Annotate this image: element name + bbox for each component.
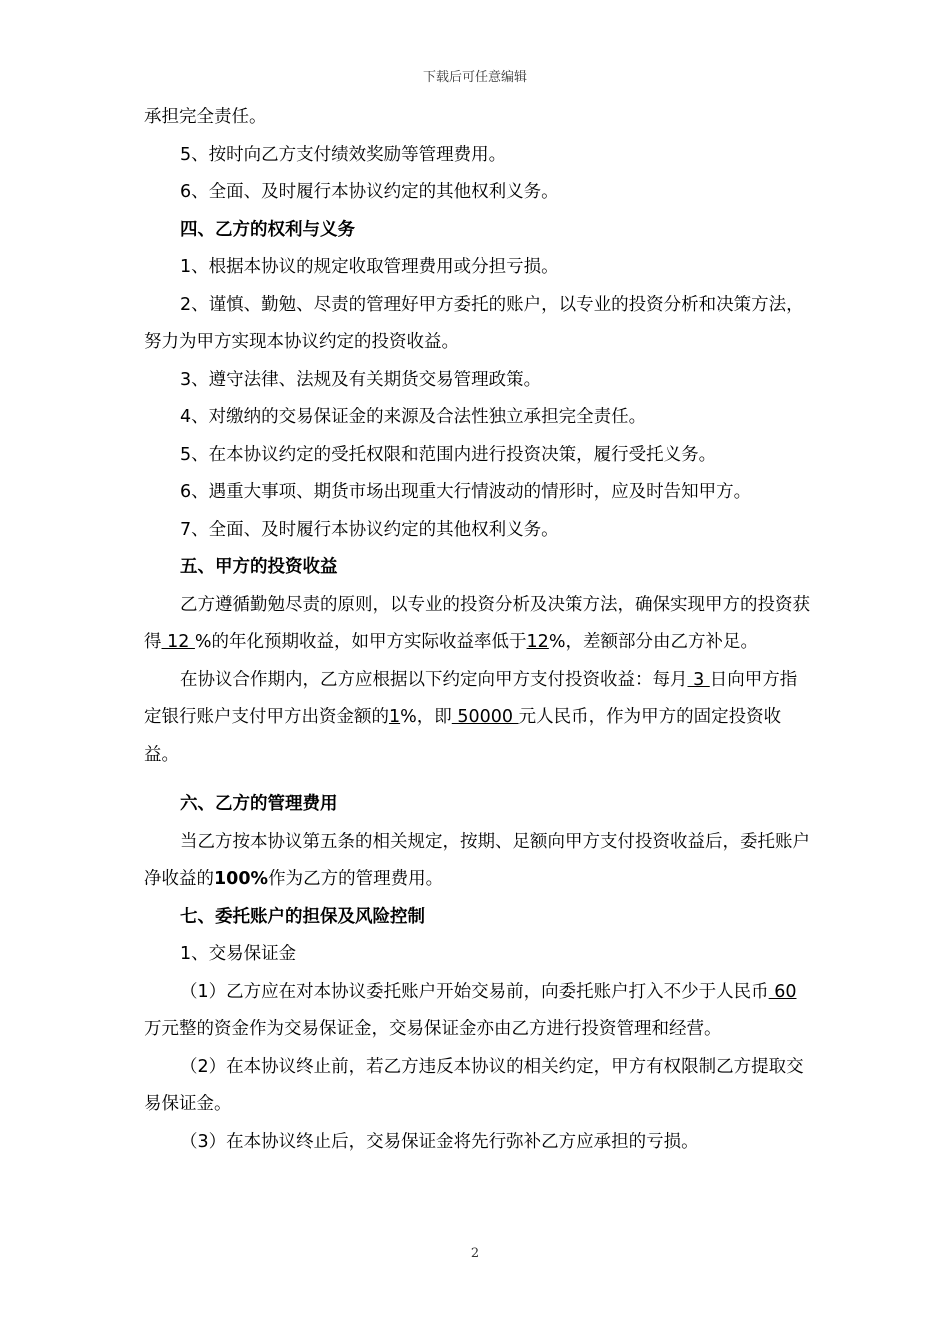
paragraph: 5、在本协议约定的受托权限和范围内进行投资决策，履行受托义务。 (180, 444, 717, 465)
filled-blank: 12 (526, 632, 549, 652)
paragraph: 承担完全责任。 (144, 107, 267, 127)
paragraph: （2）在本协议终止前，若乙方违反本协议的相关约定，甲方有权限制乙方提取交易保证金。 (144, 1056, 804, 1114)
paragraph (144, 974, 810, 1049)
filled-blank: 50000 (451, 707, 519, 727)
section-heading-4: 四、乙方的权利与义务 (180, 219, 355, 240)
paragraph: 1、交易保证金 (180, 944, 297, 964)
paragraph: 3、遵守法律、法规及有关期货交易管理政策。 (180, 369, 542, 390)
text: 作为乙方的管理费用。 (268, 869, 444, 889)
filled-blank: 1 (389, 707, 401, 727)
filled-blank: 3 (687, 669, 710, 690)
paragraph: 7、全面、及时履行本协议约定的其他权利义务。 (180, 519, 559, 540)
text: %，即 (400, 707, 452, 727)
text: 元人民币，作为甲方的固定投资收益。 (144, 707, 782, 765)
filled-blank: 60 (768, 981, 797, 1002)
text: （1）乙方应在对本协议委托账户开始交易前，向委托账户打入不少于人民币 (180, 981, 769, 1002)
section-heading-5: 五、甲方的投资收益 (180, 557, 338, 577)
filled-blank: 12 (161, 632, 195, 652)
page-header: 下载后可任意编辑 (422, 70, 527, 85)
section-heading-7: 七、委托账户的担保及风险控制 (180, 906, 425, 927)
paragraph (144, 662, 810, 775)
document-body (144, 99, 810, 1161)
paragraph: 6、遇重大事项、期货市场出现重大行情波动的情形时，应及时告知甲方。 (180, 482, 752, 502)
text: 在协议合作期内，乙方应根据以下约定向甲方支付投资收益：每月 (180, 669, 688, 690)
text: %，差额部分由乙方补足。 (548, 632, 758, 652)
paragraph: 2、谨慎、勤勉、尽责的管理好甲方委托的账户，以专业的投资分析和决策方法，努力为甲方实现本协议约定的投资收益。 (144, 294, 804, 352)
paragraph: 1、根据本协议的规定收取管理费用或分担亏损。 (180, 257, 559, 277)
paragraph (144, 824, 810, 899)
paragraph: 5、按时向乙方支付绩效奖励等管理费用。 (180, 144, 507, 165)
text: %的年化预期收益，如甲方实际收益率低于 (194, 632, 527, 652)
page-number: 2 (470, 1246, 480, 1261)
section-heading-6: 六、乙方的管理费用 (180, 794, 338, 814)
text: 乙方遵循勤勉尽责的原则，以专业的投资分析及决策方法，确保实现甲方的投资获得 (144, 594, 810, 652)
text: 日向甲方指定银行账户支付甲方出资金额的 (144, 669, 798, 727)
paragraph: （3）在本协议终止后，交易保证金将先行弥补乙方应承担的亏损。 (180, 1131, 699, 1152)
text: 当乙方按本协议第五条的相关规定，按期、足额向甲方支付投资收益后，委托账户净收益的 (144, 831, 810, 889)
paragraph: 6、全面、及时履行本协议约定的其他权利义务。 (180, 182, 559, 202)
paragraph: 4、对缴纳的交易保证金的来源及合法性独立承担完全责任。 (180, 407, 647, 427)
percentage: 100% (214, 869, 269, 889)
text: 万元整的资金作为交易保证金，交易保证金亦由乙方进行投资管理和经营。 (144, 1019, 722, 1039)
paragraph (144, 587, 810, 662)
